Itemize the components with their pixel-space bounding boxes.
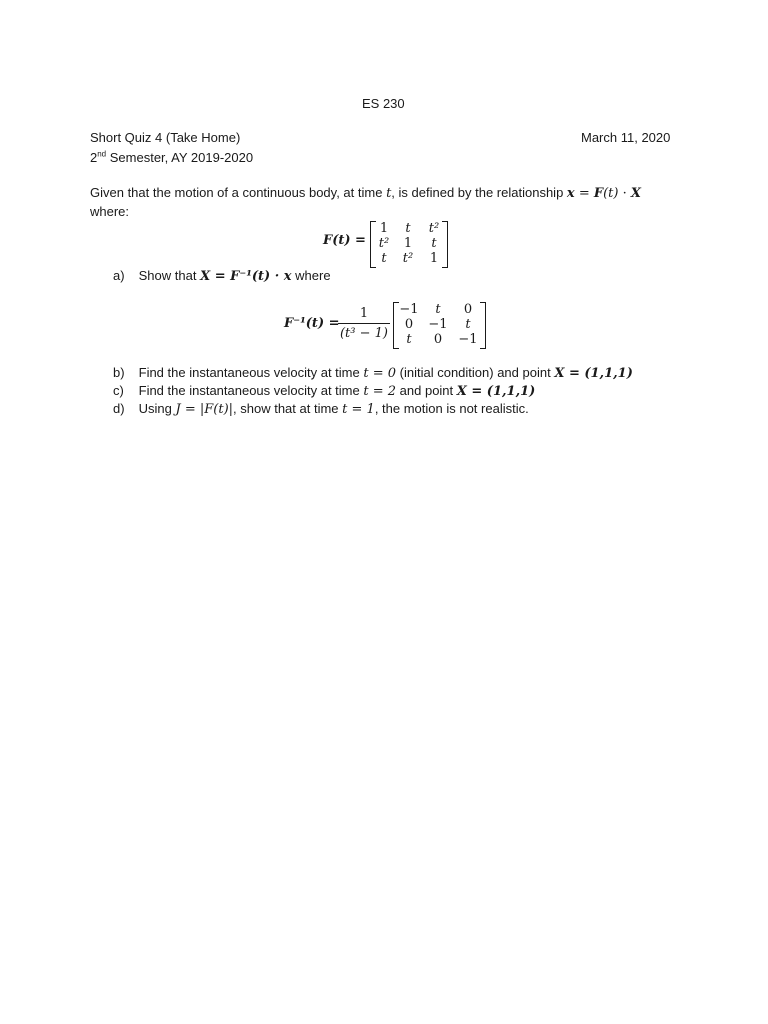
Finv-cell: −1 [399,302,419,317]
Finv-right-bracket [480,302,486,349]
F-cell: 1 [379,221,389,236]
F-cell: t [381,251,387,266]
item-c [113,383,535,399]
item-c-label: c) [113,383,124,398]
item-a-label: a) [113,268,125,283]
Finv-fraction-bar [338,323,390,324]
intro-x: x [566,186,575,201]
item-d [113,401,529,417]
Finv-fraction [338,306,390,341]
Finv-cell: −1 [458,332,478,347]
Finv-cell: 0 [404,317,414,332]
item-b-text2: (initial condition) and point [399,365,551,380]
item-d-text3: , the motion is not realistic. [374,401,529,416]
Finv-cell: −1 [428,317,448,332]
intro-text2: , is defined by the relationship [391,185,564,200]
Finv-cell: t [435,302,441,317]
course-code: ES 230 [362,96,405,111]
F-cell: t [431,236,437,251]
Finv-denominator: (t³ − 1) [339,326,388,341]
intro-t: t [386,186,392,201]
F-matrix-right-bracket [442,221,448,268]
item-c-math2: X = (1,1,1) [456,384,536,399]
intro-X: X [630,186,641,201]
intro-eq: = [574,186,594,201]
item-d-label: d) [113,401,125,416]
Finv-cell: 0 [433,332,443,347]
item-c-text1: Find the instantaneous velocity at time [138,383,360,398]
intro-F: F [593,186,604,201]
semester-number: 2 [90,150,98,165]
Finv-matrix [396,302,482,347]
item-d-math2: t = 1 [342,402,375,417]
intro-paren: (t) [603,186,619,201]
Finv-cell: t [465,317,471,332]
quiz-title: Short Quiz 4 (Take Home) [90,130,241,145]
item-b-label: b) [113,365,125,380]
item-d-text2: , show that at time [233,401,339,416]
semester-suffix: nd [97,149,107,159]
item-a [113,268,331,284]
F-cell: t [405,221,411,236]
quiz-date: March 11, 2020 [581,130,671,145]
item-d-math1: J = |F(t)| [175,402,234,417]
F-matrix [373,221,447,266]
item-b [113,365,633,381]
intro-where: where: [90,204,130,219]
F-cell: t² [402,251,414,266]
intro-text: Given that the motion of a continuous body, at time [90,185,383,200]
item-b-math1: t = 0 [363,366,397,381]
F-cell: 1 [429,251,439,266]
Finv-cell: t [406,332,412,347]
semester-rest: Semester, AY 2019-2020 [106,150,254,165]
item-c-text2: and point [399,383,454,398]
item-a-text: Show that [138,268,197,283]
Finv-lhs: F⁻¹(t) = [284,316,340,331]
item-b-text1: Find the instantaneous velocity at time [138,365,360,380]
F-cell: t² [428,221,440,236]
item-b-math2: X = (1,1,1) [554,366,633,381]
F-matrix-lhs: F(t) = [323,233,366,248]
F-cell: 1 [403,236,413,251]
intro-line [90,185,641,201]
Finv-numerator: 1 [359,306,369,321]
F-cell: t² [378,236,390,251]
item-c-math1: t = 2 [363,384,397,399]
intro-dot: · [618,186,631,201]
item-a-where: where [295,268,331,283]
semester-line [90,150,253,165]
Finv-cell: 0 [463,302,473,317]
item-a-math: X = F⁻¹(t) · x [200,269,292,284]
item-d-text1: Using [138,401,172,416]
